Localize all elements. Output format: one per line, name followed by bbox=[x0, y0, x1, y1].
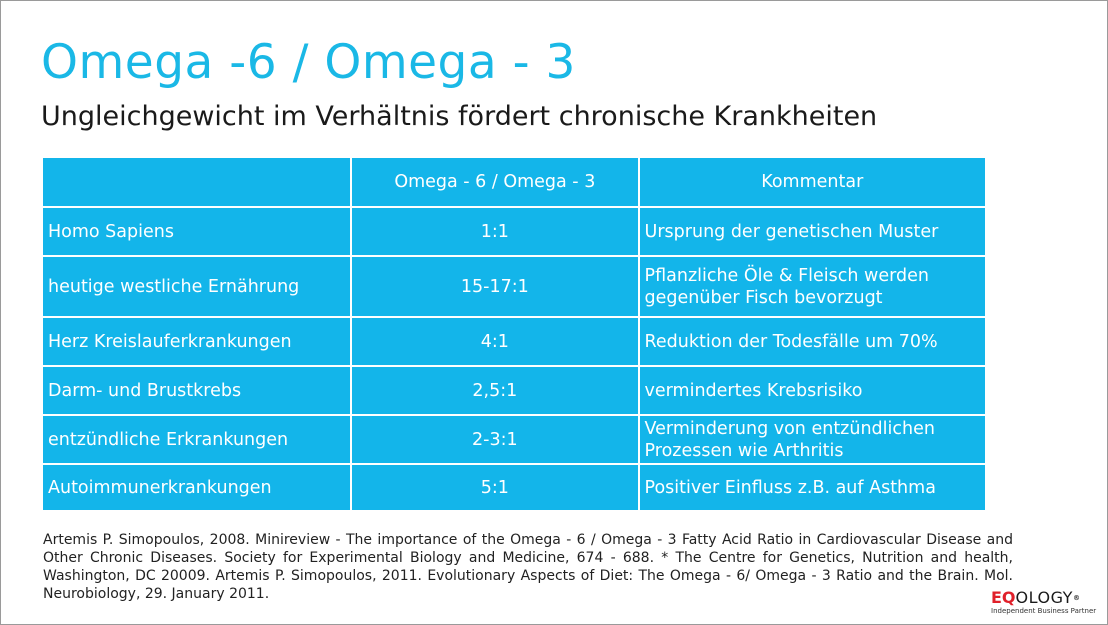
comment-cell: Ursprung der genetischen Muster bbox=[639, 207, 985, 256]
table-row bbox=[43, 366, 985, 415]
table-row bbox=[43, 207, 985, 256]
table-row bbox=[43, 317, 985, 366]
slide-subtitle: Ungleichgewicht im Verhältnis fördert chronische Krankheiten bbox=[41, 101, 878, 132]
table-header-row bbox=[43, 158, 985, 207]
comment-cell: Verminderung von entzündlichen Prozessen wie Arthritis bbox=[639, 415, 985, 464]
group-cell: heutige westliche Ernährung bbox=[43, 256, 351, 317]
table-row bbox=[43, 256, 985, 317]
logo-ology: OLOGY bbox=[1015, 588, 1073, 607]
ratio-cell: 5:1 bbox=[351, 464, 638, 510]
logo-tagline: Independent Business Partner bbox=[991, 607, 1097, 615]
header-cell-group bbox=[43, 158, 351, 207]
group-cell: Darm- und Brustkrebs bbox=[43, 366, 351, 415]
ratio-cell: 2,5:1 bbox=[351, 366, 638, 415]
eqology-logo bbox=[991, 590, 1095, 615]
header-cell-ratio: Omega - 6 / Omega - 3 bbox=[351, 158, 638, 207]
registered-mark: ® bbox=[1072, 594, 1080, 602]
group-cell: Autoimmunerkrankungen bbox=[43, 464, 351, 510]
comment-cell: vermindertes Krebsrisiko bbox=[639, 366, 985, 415]
slide-title: Omega -6 / Omega - 3 bbox=[41, 35, 576, 90]
comment-cell: Reduktion der Todesfälle um 70% bbox=[639, 317, 985, 366]
ratio-table bbox=[43, 158, 985, 510]
group-cell: Herz Kreislauferkrankungen bbox=[43, 317, 351, 366]
ratio-cell: 4:1 bbox=[351, 317, 638, 366]
ratio-cell: 2-3:1 bbox=[351, 415, 638, 464]
logo-wordmark bbox=[991, 590, 1095, 606]
ratio-cell: 1:1 bbox=[351, 207, 638, 256]
citation-text: Artemis P. Simopoulos, 2008. Minireview - The importance of the Omega - 6 / Omega - 3 Fatty Acid Ratio in Cardiovascular Disease and Other Chronic Diseases. Society for Experimental Biology and Medicine, 674 - 688. * The Centre for Genetics, Nutrition and health, Washington, DC 20009. Artemis P. Simopoulos, 2011. Evolutionary Aspects of Diet: The Omega - 6/ Omega - 3 Ratio and the Brain. Mol. Neurobiology, 29. January 2011. bbox=[43, 532, 1013, 602]
logo-eq: EQ bbox=[991, 588, 1016, 607]
comment-cell: Pflanzliche Öle & Fleisch werden gegenüber Fisch bevorzugt bbox=[639, 256, 985, 317]
table-row bbox=[43, 415, 985, 464]
table-row bbox=[43, 464, 985, 510]
ratio-cell: 15-17:1 bbox=[351, 256, 638, 317]
group-cell: entzündliche Erkrankungen bbox=[43, 415, 351, 464]
header-cell-comment: Kommentar bbox=[639, 158, 985, 207]
comment-cell: Positiver Einfluss z.B. auf Asthma bbox=[644, 477, 936, 498]
group-cell: Homo Sapiens bbox=[43, 207, 351, 256]
